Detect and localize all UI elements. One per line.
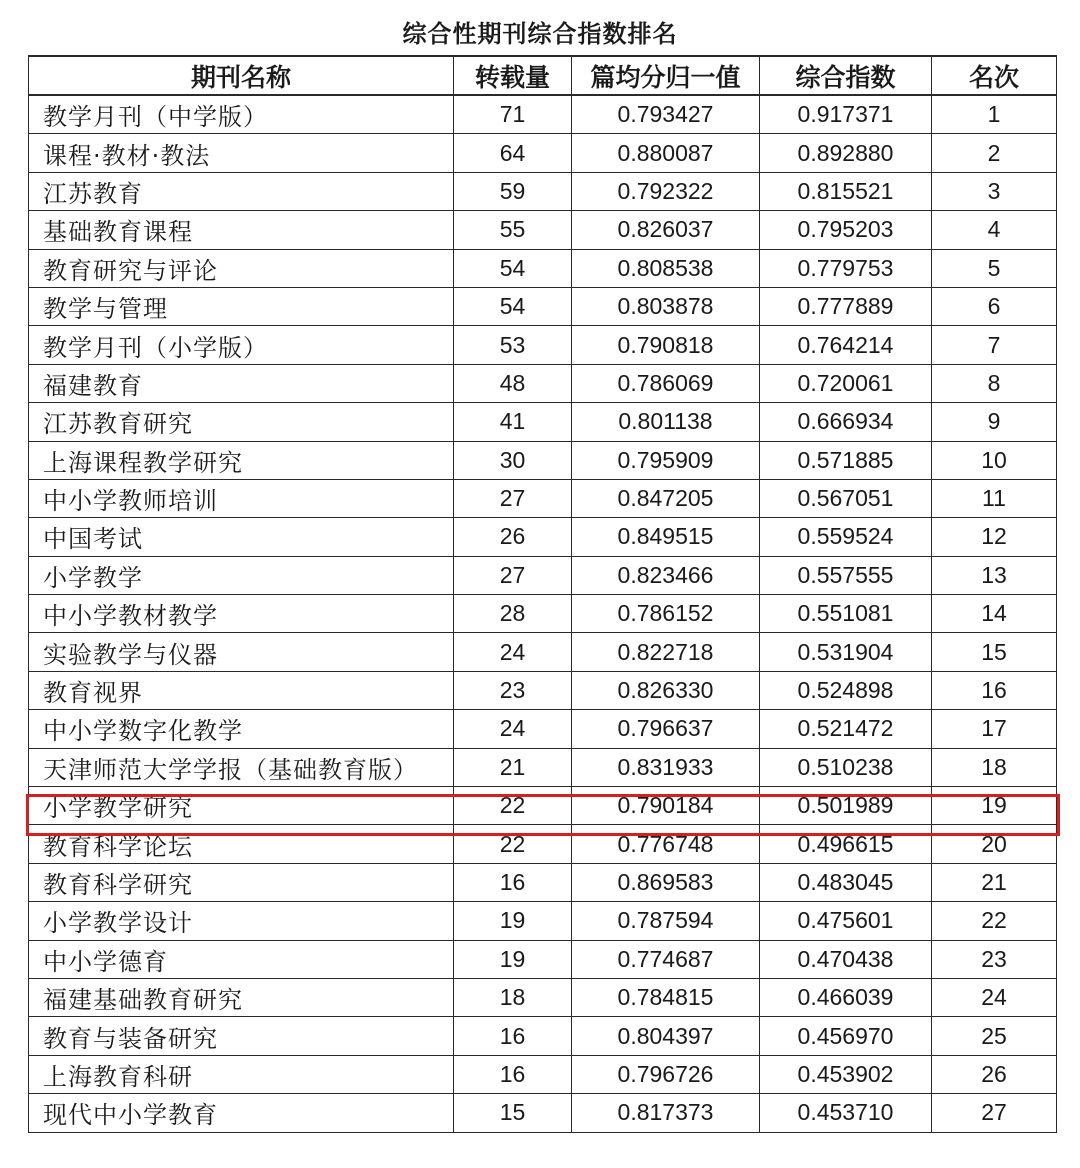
reprint-count-cell: 54 xyxy=(454,287,572,325)
reprint-count-cell: 16 xyxy=(454,863,572,901)
journal-name-cell: 基础教育课程 xyxy=(29,211,454,249)
composite-index-cell: 0.815521 xyxy=(760,172,932,210)
reprint-count-cell: 26 xyxy=(454,518,572,556)
reprint-count-cell: 48 xyxy=(454,364,572,402)
header-rank: 名次 xyxy=(932,56,1057,95)
rank-cell: 4 xyxy=(932,211,1057,249)
normalized-score-cell: 0.786069 xyxy=(572,364,760,402)
journal-name-cell: 课程·教材·教法 xyxy=(29,134,454,172)
journal-name-cell: 教学与管理 xyxy=(29,287,454,325)
reprint-count-cell: 21 xyxy=(454,748,572,786)
composite-index-cell: 0.470438 xyxy=(760,940,932,978)
normalized-score-cell: 0.793427 xyxy=(572,95,760,134)
normalized-score-cell: 0.804397 xyxy=(572,1017,760,1055)
journal-name-cell: 中小学教师培训 xyxy=(29,479,454,517)
table-row xyxy=(29,633,1057,671)
composite-index-cell: 0.483045 xyxy=(760,863,932,901)
normalized-score-cell: 0.790184 xyxy=(572,787,760,825)
journal-name-cell: 教育研究与评论 xyxy=(29,249,454,287)
table-body xyxy=(29,95,1057,1132)
composite-index-cell: 0.521472 xyxy=(760,710,932,748)
normalized-score-cell: 0.803878 xyxy=(572,287,760,325)
reprint-count-cell: 27 xyxy=(454,556,572,594)
table-row xyxy=(29,479,1057,517)
normalized-score-cell: 0.831933 xyxy=(572,748,760,786)
table-row xyxy=(29,902,1057,940)
reprint-count-cell: 24 xyxy=(454,633,572,671)
table-row xyxy=(29,940,1057,978)
journal-name-cell: 实验教学与仪器 xyxy=(29,633,454,671)
header-normalized-average-score: 篇均分归一值 xyxy=(572,56,760,95)
rank-cell: 22 xyxy=(932,902,1057,940)
ranking-table-container xyxy=(28,55,1056,1133)
normalized-score-cell: 0.869583 xyxy=(572,863,760,901)
journal-name-cell: 教育与装备研究 xyxy=(29,1017,454,1055)
table-row xyxy=(29,1094,1057,1132)
composite-index-cell: 0.466039 xyxy=(760,978,932,1016)
rank-cell: 3 xyxy=(932,172,1057,210)
rank-cell: 7 xyxy=(932,326,1057,364)
table-row xyxy=(29,95,1057,134)
composite-index-cell: 0.510238 xyxy=(760,748,932,786)
rank-cell: 2 xyxy=(932,134,1057,172)
reprint-count-cell: 19 xyxy=(454,940,572,978)
journal-name-cell: 中小学数字化教学 xyxy=(29,710,454,748)
normalized-score-cell: 0.808538 xyxy=(572,249,760,287)
journal-name-cell: 天津师范大学学报（基础教育版） xyxy=(29,748,454,786)
composite-index-cell: 0.720061 xyxy=(760,364,932,402)
table-row xyxy=(29,748,1057,786)
composite-index-cell: 0.531904 xyxy=(760,633,932,671)
normalized-score-cell: 0.880087 xyxy=(572,134,760,172)
journal-name-cell: 教育科学论坛 xyxy=(29,825,454,863)
table-row xyxy=(29,441,1057,479)
reprint-count-cell: 22 xyxy=(454,825,572,863)
table-row xyxy=(29,671,1057,709)
table-header-row xyxy=(29,56,1057,95)
normalized-score-cell: 0.796637 xyxy=(572,710,760,748)
table-row xyxy=(29,287,1057,325)
ranking-table xyxy=(28,55,1057,1133)
reprint-count-cell: 55 xyxy=(454,211,572,249)
normalized-score-cell: 0.847205 xyxy=(572,479,760,517)
page-title: 综合性期刊综合指数排名 xyxy=(402,20,678,48)
table-row xyxy=(29,403,1057,441)
header-journal-name: 期刊名称 xyxy=(29,56,454,95)
composite-index-cell: 0.496615 xyxy=(760,825,932,863)
reprint-count-cell: 19 xyxy=(454,902,572,940)
rank-cell: 23 xyxy=(932,940,1057,978)
reprint-count-cell: 16 xyxy=(454,1017,572,1055)
reprint-count-cell: 64 xyxy=(454,134,572,172)
reprint-count-cell: 28 xyxy=(454,595,572,633)
composite-index-cell: 0.917371 xyxy=(760,95,932,134)
composite-index-cell: 0.666934 xyxy=(760,403,932,441)
rank-cell: 14 xyxy=(932,595,1057,633)
rank-cell: 6 xyxy=(932,287,1057,325)
table-row xyxy=(29,518,1057,556)
journal-name-cell: 江苏教育 xyxy=(29,172,454,210)
reprint-count-cell: 54 xyxy=(454,249,572,287)
reprint-count-cell: 23 xyxy=(454,671,572,709)
composite-index-cell: 0.453710 xyxy=(760,1094,932,1132)
table-row xyxy=(29,172,1057,210)
normalized-score-cell: 0.792322 xyxy=(572,172,760,210)
composite-index-cell: 0.557555 xyxy=(760,556,932,594)
normalized-score-cell: 0.795909 xyxy=(572,441,760,479)
table-row xyxy=(29,863,1057,901)
rank-cell: 24 xyxy=(932,978,1057,1016)
composite-index-cell: 0.571885 xyxy=(760,441,932,479)
table-row xyxy=(29,825,1057,863)
journal-name-cell: 教学月刊（小学版） xyxy=(29,326,454,364)
composite-index-cell: 0.475601 xyxy=(760,902,932,940)
normalized-score-cell: 0.817373 xyxy=(572,1094,760,1132)
normalized-score-cell: 0.849515 xyxy=(572,518,760,556)
normalized-score-cell: 0.801138 xyxy=(572,403,760,441)
normalized-score-cell: 0.822718 xyxy=(572,633,760,671)
normalized-score-cell: 0.786152 xyxy=(572,595,760,633)
rank-cell: 20 xyxy=(932,825,1057,863)
composite-index-cell: 0.764214 xyxy=(760,326,932,364)
reprint-count-cell: 18 xyxy=(454,978,572,1016)
journal-name-cell: 中小学教材教学 xyxy=(29,595,454,633)
journal-name-cell: 中国考试 xyxy=(29,518,454,556)
composite-index-cell: 0.453902 xyxy=(760,1055,932,1093)
rank-cell: 16 xyxy=(932,671,1057,709)
journal-name-cell: 小学教学 xyxy=(29,556,454,594)
reprint-count-cell: 24 xyxy=(454,710,572,748)
header-composite-index: 综合指数 xyxy=(760,56,932,95)
reprint-count-cell: 16 xyxy=(454,1055,572,1093)
normalized-score-cell: 0.826330 xyxy=(572,671,760,709)
table-row xyxy=(29,978,1057,1016)
composite-index-cell: 0.567051 xyxy=(760,479,932,517)
composite-index-cell: 0.524898 xyxy=(760,671,932,709)
journal-name-cell: 教育科学研究 xyxy=(29,863,454,901)
composite-index-cell: 0.501989 xyxy=(760,787,932,825)
journal-name-cell: 教学月刊（中学版） xyxy=(29,95,454,134)
table-row xyxy=(29,211,1057,249)
rank-cell: 26 xyxy=(932,1055,1057,1093)
table-row xyxy=(29,595,1057,633)
composite-index-cell: 0.892880 xyxy=(760,134,932,172)
rank-cell: 11 xyxy=(932,479,1057,517)
reprint-count-cell: 59 xyxy=(454,172,572,210)
table-row xyxy=(29,1055,1057,1093)
journal-name-cell: 小学教学设计 xyxy=(29,902,454,940)
normalized-score-cell: 0.796726 xyxy=(572,1055,760,1093)
normalized-score-cell: 0.826037 xyxy=(572,211,760,249)
normalized-score-cell: 0.787594 xyxy=(572,902,760,940)
rank-cell: 12 xyxy=(932,518,1057,556)
table-row xyxy=(29,1017,1057,1055)
table-row xyxy=(29,364,1057,402)
rank-cell: 18 xyxy=(932,748,1057,786)
composite-index-cell: 0.456970 xyxy=(760,1017,932,1055)
rank-cell: 19 xyxy=(932,787,1057,825)
normalized-score-cell: 0.823466 xyxy=(572,556,760,594)
table-row xyxy=(29,134,1057,172)
normalized-score-cell: 0.776748 xyxy=(572,825,760,863)
journal-name-cell: 江苏教育研究 xyxy=(29,403,454,441)
reprint-count-cell: 30 xyxy=(454,441,572,479)
composite-index-cell: 0.779753 xyxy=(760,249,932,287)
rank-cell: 17 xyxy=(932,710,1057,748)
composite-index-cell: 0.777889 xyxy=(760,287,932,325)
rank-cell: 21 xyxy=(932,863,1057,901)
journal-name-cell: 小学教学研究 xyxy=(29,787,454,825)
rank-cell: 8 xyxy=(932,364,1057,402)
reprint-count-cell: 22 xyxy=(454,787,572,825)
journal-name-cell: 教育视界 xyxy=(29,671,454,709)
journal-name-cell: 上海教育科研 xyxy=(29,1055,454,1093)
reprint-count-cell: 15 xyxy=(454,1094,572,1132)
table-row xyxy=(29,556,1057,594)
table-row xyxy=(29,710,1057,748)
normalized-score-cell: 0.790818 xyxy=(572,326,760,364)
reprint-count-cell: 41 xyxy=(454,403,572,441)
header-reprint-count: 转载量 xyxy=(454,56,572,95)
normalized-score-cell: 0.784815 xyxy=(572,978,760,1016)
journal-name-cell: 上海课程教学研究 xyxy=(29,441,454,479)
rank-cell: 25 xyxy=(932,1017,1057,1055)
table-row xyxy=(29,326,1057,364)
table-row xyxy=(29,787,1057,825)
rank-cell: 13 xyxy=(932,556,1057,594)
journal-name-cell: 现代中小学教育 xyxy=(29,1094,454,1132)
reprint-count-cell: 53 xyxy=(454,326,572,364)
reprint-count-cell: 71 xyxy=(454,95,572,134)
journal-name-cell: 中小学德育 xyxy=(29,940,454,978)
normalized-score-cell: 0.774687 xyxy=(572,940,760,978)
table-row xyxy=(29,249,1057,287)
journal-name-cell: 福建基础教育研究 xyxy=(29,978,454,1016)
rank-cell: 10 xyxy=(932,441,1057,479)
rank-cell: 5 xyxy=(932,249,1057,287)
composite-index-cell: 0.559524 xyxy=(760,518,932,556)
rank-cell: 1 xyxy=(932,95,1057,134)
rank-cell: 9 xyxy=(932,403,1057,441)
reprint-count-cell: 27 xyxy=(454,479,572,517)
rank-cell: 15 xyxy=(932,633,1057,671)
rank-cell: 27 xyxy=(932,1094,1057,1132)
composite-index-cell: 0.795203 xyxy=(760,211,932,249)
composite-index-cell: 0.551081 xyxy=(760,595,932,633)
journal-name-cell: 福建教育 xyxy=(29,364,454,402)
